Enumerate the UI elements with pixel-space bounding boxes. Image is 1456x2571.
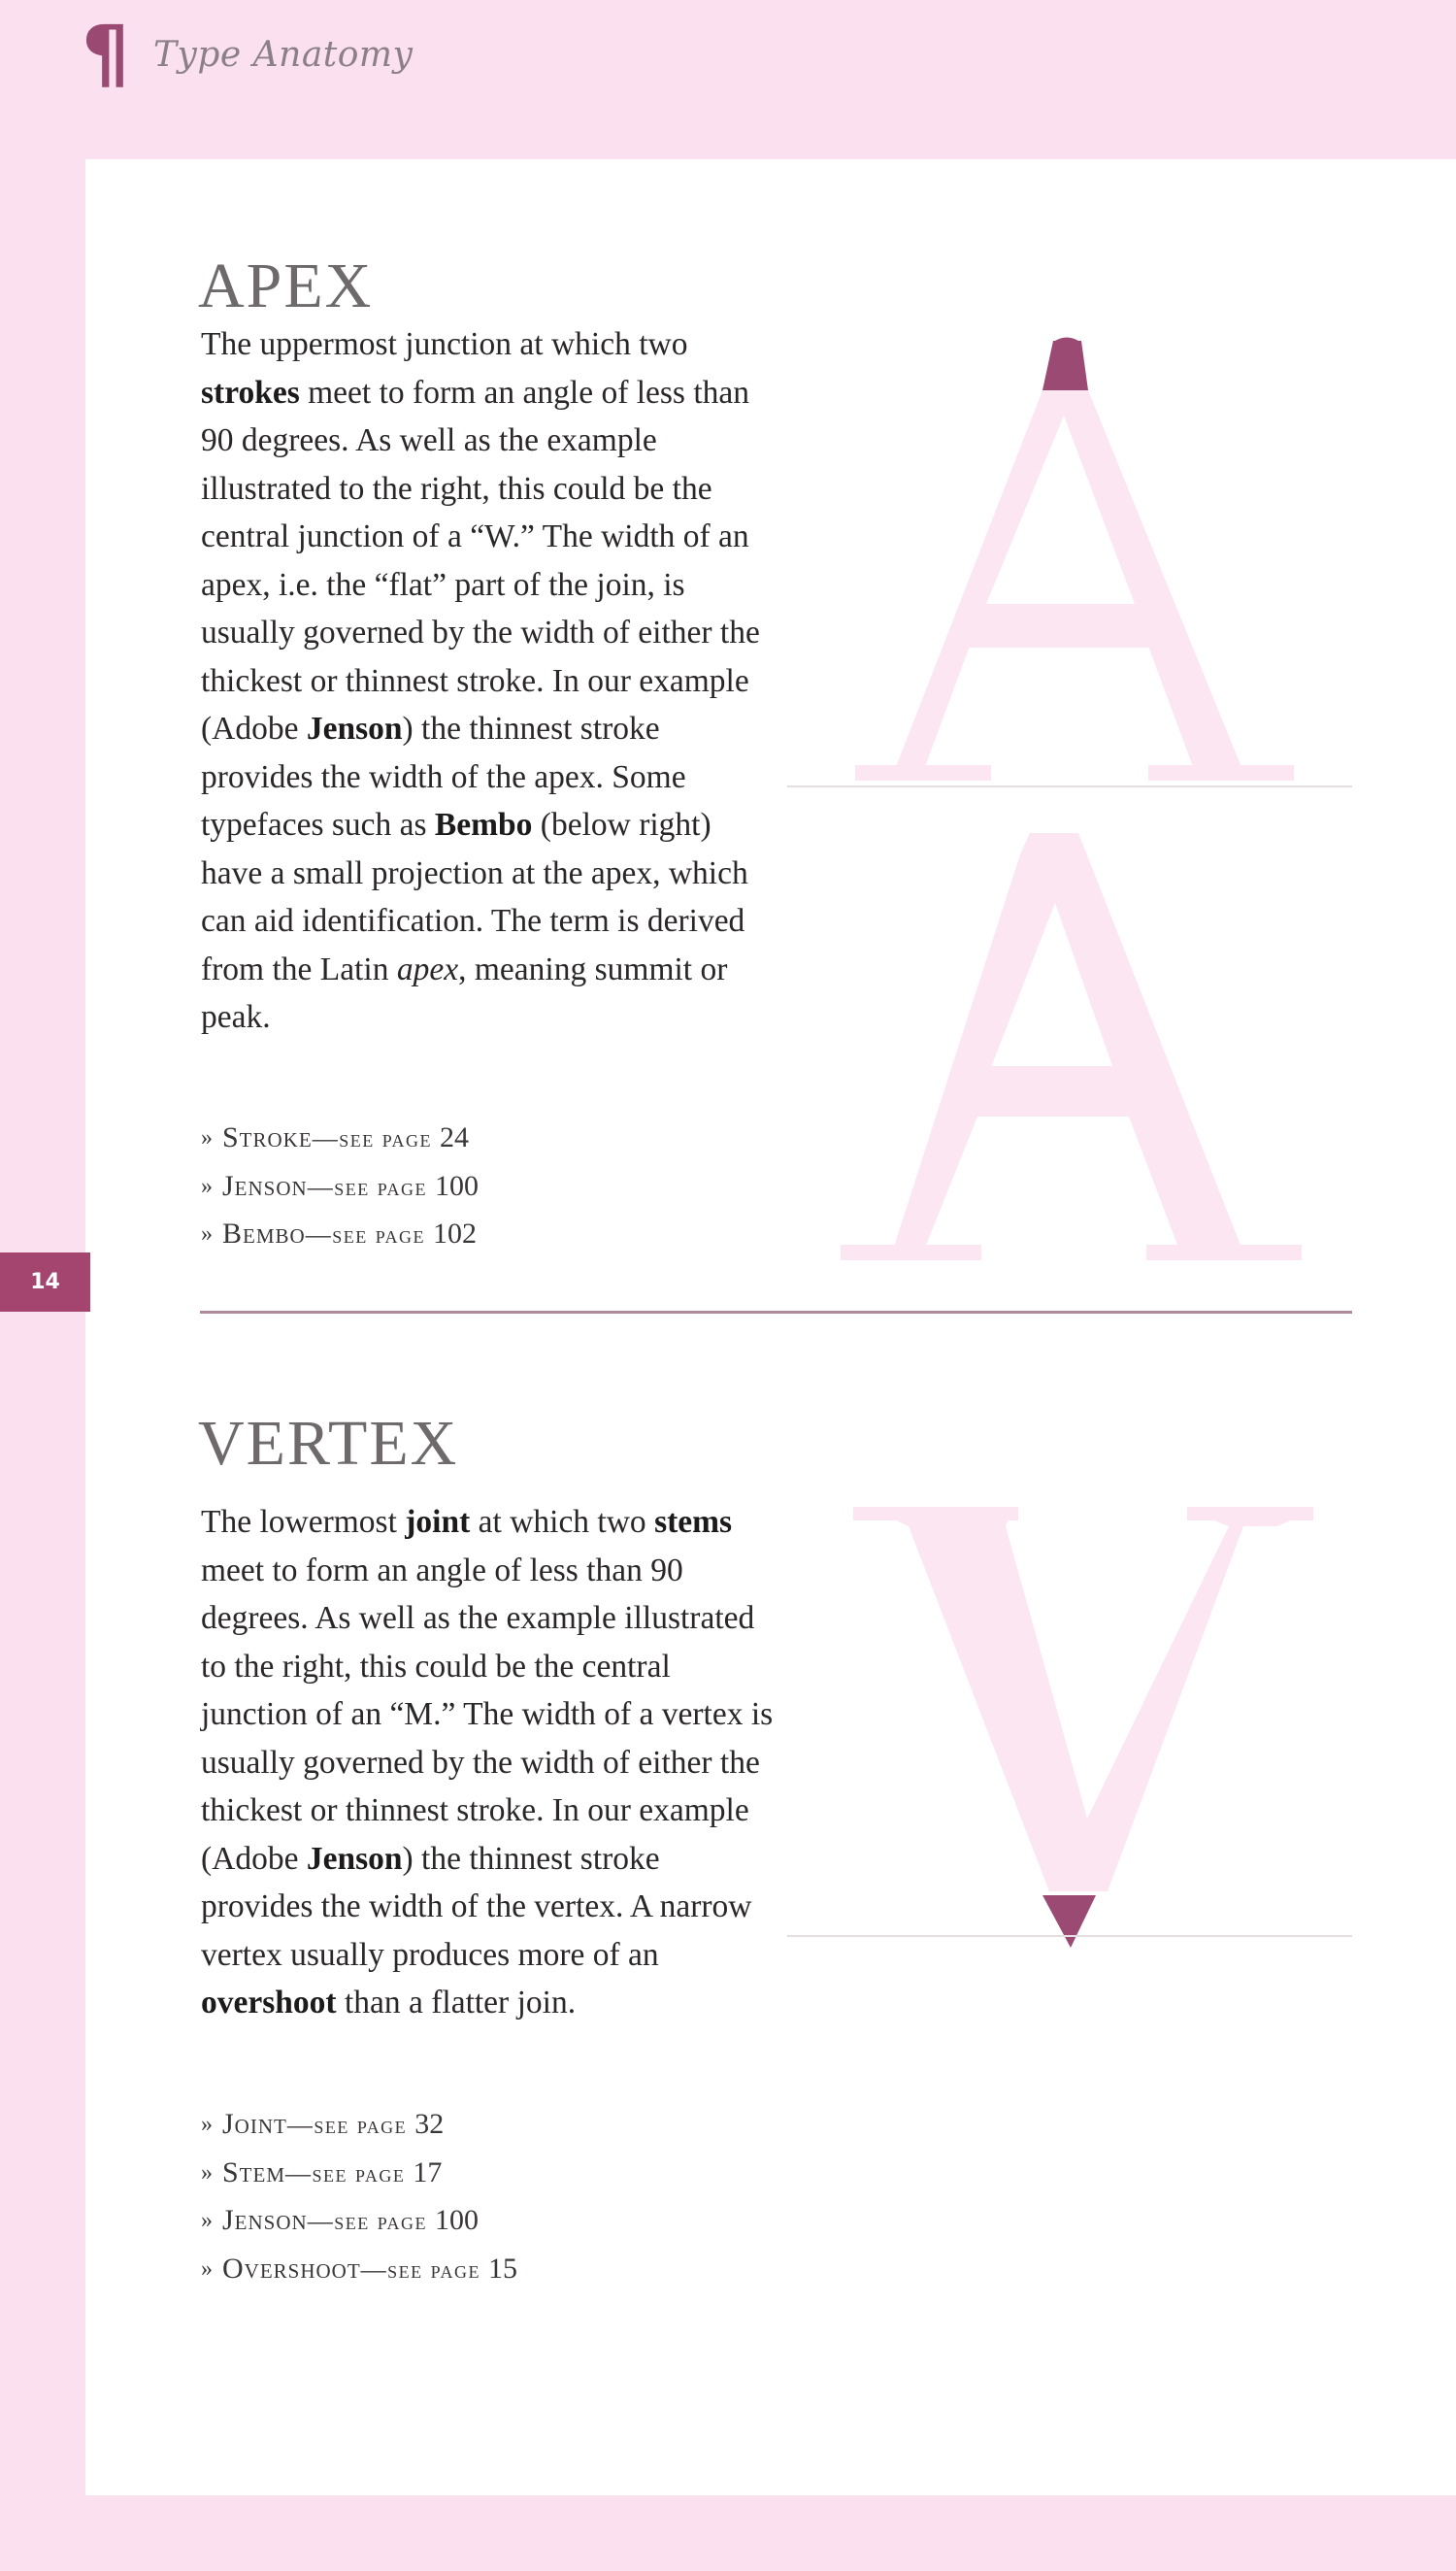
baseline-rule-a1 xyxy=(787,785,1352,787)
section-divider xyxy=(200,1311,1352,1314)
ghost-letter-a xyxy=(855,390,1294,781)
cross-reference[interactable] xyxy=(201,1211,479,1259)
vertex-highlight-icon xyxy=(1042,1895,1096,1948)
section-body-vertex xyxy=(201,1498,774,2027)
reference-term: Jenson xyxy=(222,2204,308,2236)
see-page-label: —see page xyxy=(307,1172,436,1201)
glossary-term: overshoot xyxy=(201,1985,337,2020)
baseline-rule-v xyxy=(787,1935,1352,1937)
reference-term: Stem xyxy=(222,2155,286,2188)
see-page-label: —see page xyxy=(305,1220,434,1249)
cross-reference[interactable] xyxy=(201,2197,517,2246)
reference-page-number: 100 xyxy=(435,1169,480,1202)
section-title-vertex: VERTEX xyxy=(198,1408,459,1479)
reference-term: Overshoot xyxy=(222,2252,361,2285)
glossary-term: Jenson xyxy=(306,1840,403,1877)
chevron-right-icon: » xyxy=(201,2208,213,2233)
body-run: The uppermost junction at which two xyxy=(201,326,688,362)
glossary-term: joint xyxy=(405,1504,471,1540)
reference-term: Stroke xyxy=(222,1121,313,1153)
see-page-label: —see page xyxy=(286,2111,415,2139)
reference-term: Joint xyxy=(222,2108,287,2140)
apex-highlight-icon xyxy=(1042,341,1088,390)
vertex-illustration-jenson-v xyxy=(787,1495,1352,1961)
reference-term: Bembo xyxy=(222,1218,306,1250)
chevron-right-icon: » xyxy=(201,1173,213,1199)
italic-term: apex xyxy=(396,951,459,987)
cross-references-apex xyxy=(201,1115,479,1259)
reference-page-number: 32 xyxy=(414,2108,445,2140)
cross-reference[interactable] xyxy=(201,2101,517,2150)
apex-illustration-jenson-a xyxy=(787,330,1352,796)
section-title-apex: APEX xyxy=(198,250,374,321)
glossary-term: Jenson xyxy=(306,711,403,747)
reference-page-number: 15 xyxy=(488,2252,518,2285)
section-body-apex xyxy=(201,320,774,1042)
cross-reference[interactable] xyxy=(201,1115,479,1163)
reference-page-number: 102 xyxy=(433,1218,478,1250)
body-run: (below right) have a small projection at the apex, which can aid identification. The term is derived from the Latin xyxy=(201,807,748,987)
chevron-right-icon: » xyxy=(201,1125,213,1151)
see-page-label: —see page xyxy=(360,2254,489,2284)
reference-page-number: 24 xyxy=(440,1121,470,1153)
page-number-tab xyxy=(0,1252,90,1312)
cross-reference[interactable] xyxy=(201,2246,517,2294)
running-header xyxy=(0,0,1456,159)
cross-reference[interactable] xyxy=(201,2150,517,2198)
body-run: , meaning summit or peak. xyxy=(201,951,728,1035)
body-run: at which two xyxy=(470,1504,655,1540)
see-page-label: —see page xyxy=(307,2207,436,2235)
running-title: Type Anatomy xyxy=(153,35,414,75)
body-run: meet to form an angle of less than 90 degrees. As well as the example illustrated to the right, this could be the central junction of a “W.” The width of an apex, i.e. the “flat” part of the join, is usually governed by the width of either the thickest or thinnest stroke. In our example (Adobe xyxy=(201,374,760,747)
cross-references-vertex xyxy=(201,2101,517,2293)
body-run: The lowermost xyxy=(201,1504,406,1540)
glossary-term: stems xyxy=(654,1504,733,1540)
glossary-term: Bembo xyxy=(434,807,533,843)
body-run: ) the thinnest stroke provides the width of the vertex. A narrow vertex usually produces more of an xyxy=(201,1840,752,1973)
body-run: ) the thinnest stroke provides the width of the apex. Some typefaces such as xyxy=(201,711,686,843)
chevron-right-icon: » xyxy=(201,2159,213,2186)
see-page-label: —see page xyxy=(312,1124,441,1152)
reference-page-number: 17 xyxy=(413,2155,443,2188)
page-number: 14 xyxy=(30,1270,60,1294)
apex-illustration-bembo-a xyxy=(787,825,1352,1272)
glossary-term: strokes xyxy=(201,374,300,411)
body-run: than a flatter join. xyxy=(336,1985,577,2020)
chevron-right-icon: » xyxy=(201,2112,213,2137)
see-page-label: —see page xyxy=(285,2158,414,2187)
cross-reference[interactable] xyxy=(201,1163,479,1212)
chevron-right-icon: » xyxy=(201,1221,213,1247)
reference-page-number: 100 xyxy=(435,2204,480,2236)
chevron-right-icon: » xyxy=(201,2255,213,2282)
pilcrow-icon: ¶ xyxy=(82,11,130,98)
body-run: meet to form an angle of less than 90 degrees. As well as the example illustrated to the right, this could be the central junction of an “M.” The width of a vertex is usually governed by the width of either the thickest or thinnest stroke. In our example (Adobe xyxy=(201,1552,774,1877)
reference-term: Jenson xyxy=(222,1169,308,1202)
